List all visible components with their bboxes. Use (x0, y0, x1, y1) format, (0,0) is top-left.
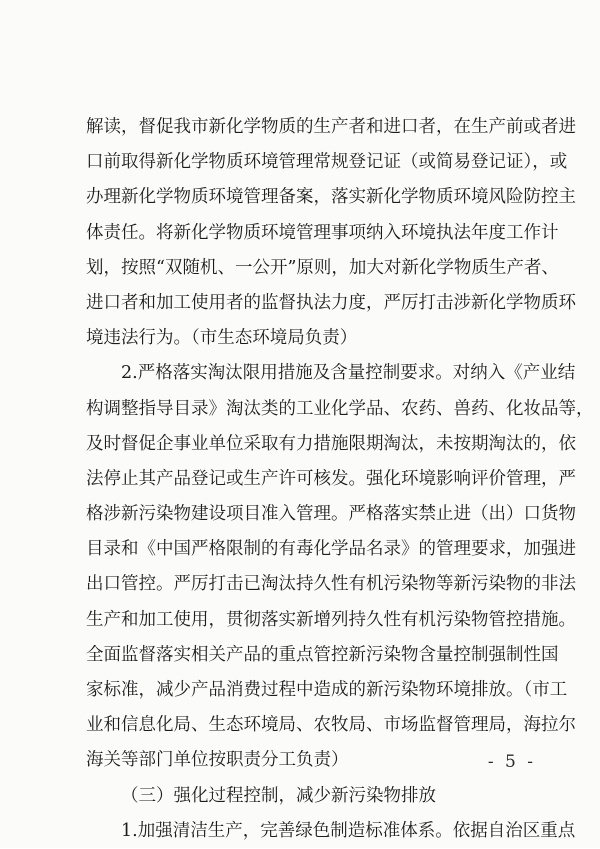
text-line: 及时督促企事业单位采取有力措施限期淘汰，未按期淘汰的，依 (86, 433, 576, 454)
text-line: 构调整指导目录》淘汰类的工业化学品、农药、兽药、化妆品等， (86, 398, 594, 419)
paragraph-first-line: 1.加强清洁生产，完善绿色制造标准体系。依据自治区重点 (121, 820, 576, 841)
text-line: 业和信息化局、生态环境局、农牧局、市场监督管理局，海拉尔 (86, 715, 576, 736)
body-text (86, 110, 594, 849)
paragraph-first-line: 2.严格落实淘汰限用措施及含量控制要求。对纳入《产业结 (121, 363, 576, 384)
text-line: 体责任。将新化学物质环境管理事项纳入环境执法年度工作计 (86, 222, 559, 243)
text-line: 办理新化学物质环境管理备案，落实新化学物质环境风险防控主 (86, 187, 576, 208)
text-line: 口前取得新化学物质环境管理常规登记证（或简易登记证），或 (86, 152, 568, 173)
text-line: 解读，督促我市新化学物质的生产者和进口者，在生产前或者进 (86, 117, 576, 137)
text-line: 出口管控。严厉打击已淘汰持久性有机污染物等新污染物的非法 (86, 574, 576, 595)
text-line: 法停止其产品登记或生产许可核发。强化环境影响评价管理，严 (86, 468, 576, 489)
bleed-through-shadow (86, 745, 326, 765)
text-line: 生产和加工使用，贯彻落实新增列持久性有机污染物管控措施。 (86, 609, 576, 630)
text-line: 境违法行为。（市生态环境局负责） (86, 328, 358, 349)
text-line: 全面监督落实相关产品的重点管控新污染物含量控制强制性国 (86, 644, 559, 665)
page-number: - 5 - (487, 752, 536, 772)
text-line: 进口者和加工使用者的监督执法力度，严厉打击涉新化学物质环 (86, 292, 576, 313)
text-line: 家标准，减少产品消费过程中造成的新污染物环境排放。（市工 (86, 680, 568, 700)
section-heading: （三）强化过程控制，减少新污染物排放 (121, 785, 436, 806)
text-line: 海关等部门单位按职责分工负责） (86, 750, 349, 771)
text-line: 划，按照“双随机、一公开”原则，加大对新化学物质生产者、 (86, 257, 559, 278)
text-line: 格涉新污染物建设项目准入管理。严格落实禁止进（出）口货物 (86, 504, 576, 525)
text-line: 目录和《中国严格限制的有毒化学品名录》的管理要求，加强进 (86, 539, 576, 560)
